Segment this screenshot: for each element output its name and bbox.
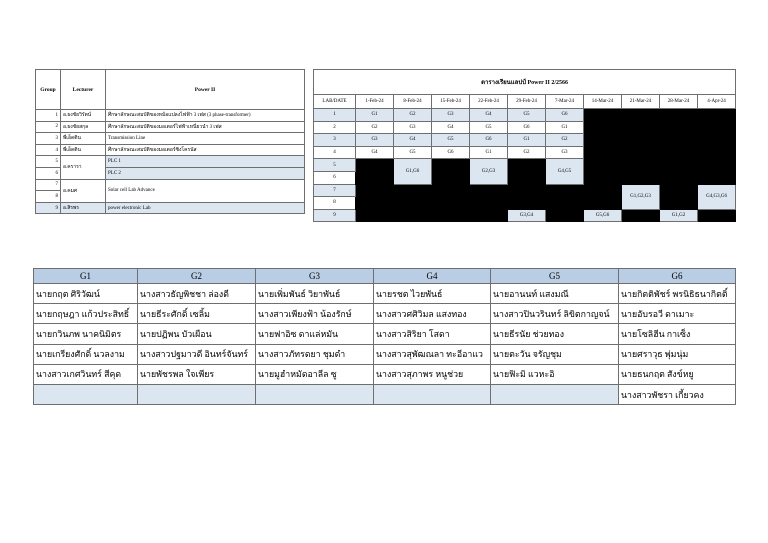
- lab-topic: ศึกษาลักษณะสมบัติของหม้อแปลงไฟฟ้า 3 เฟส (3 phase-transformer): [106, 110, 305, 122]
- schedule-cell: G4: [470, 109, 508, 122]
- date-header: 15-Feb-24: [432, 95, 470, 109]
- student-name: นายมูฮำหมัดอาลีล ซู: [256, 364, 374, 384]
- lab-number: 5: [314, 159, 356, 172]
- blocked-cell: [584, 134, 622, 147]
- schedule-cell: G4,G5: [546, 159, 584, 184]
- lab-number: 8: [314, 197, 356, 210]
- student-name: นางสาวศศิวิมล แสงทอง: [374, 304, 491, 324]
- schedule-cell: G3: [546, 146, 584, 159]
- blocked-cell: [356, 184, 394, 209]
- table-row: [36, 179, 305, 191]
- group-number: 5: [36, 156, 61, 168]
- blocked-cell: [660, 184, 698, 209]
- lab-topic: power electronic Lab: [106, 202, 305, 214]
- lab-date-corner: LAB/DATE: [314, 95, 356, 109]
- blocked-cell: [432, 209, 470, 222]
- student-name: นายศราวุธ พุ่มนุ่ม: [619, 344, 736, 364]
- student-name: นางสาวปฐมาวดี อินทร์จันทร์: [138, 344, 256, 364]
- student-name: นายรชต ไวยพันธ์: [374, 284, 491, 304]
- schedule-cell: G4: [394, 134, 432, 147]
- schedule-cell: G6: [508, 121, 546, 134]
- blocked-cell: [546, 209, 584, 222]
- group-number: 4: [36, 144, 61, 156]
- schedule-cell: G5: [470, 121, 508, 134]
- table-row: [34, 304, 736, 324]
- table-row: [36, 133, 305, 145]
- blocked-cell: [508, 184, 546, 209]
- group-header: G1: [34, 269, 138, 284]
- lecturer-name: อ.ธงชัยสกุล: [61, 121, 106, 133]
- power-header: Power II: [106, 70, 305, 110]
- lab-assignment-table: [35, 69, 305, 214]
- blocked-cell: [584, 146, 622, 159]
- schedule-cell: G3,G4: [508, 209, 546, 222]
- blocked-cell: [584, 109, 622, 122]
- blocked-cell: [660, 134, 698, 147]
- schedule-cell: G4: [356, 146, 394, 159]
- schedule-title-row: [314, 70, 736, 95]
- group-number: 9: [36, 202, 61, 214]
- schedule-title: ตารางเรียนแลปป์ Power II 2/2566: [314, 70, 736, 95]
- schedule-cell: G5,G6: [584, 209, 622, 222]
- schedule-cell: G5: [508, 109, 546, 122]
- table-row: [36, 144, 305, 156]
- student-name: นายตะวัน จรัญชุม: [491, 344, 619, 364]
- student-name: [374, 384, 491, 404]
- group-number: 7: [36, 179, 61, 191]
- lab-topic: ศึกษาลักษณะสมบัติของมอเตอร์ซิงโครนัส: [106, 144, 305, 156]
- lab-topic: Transmission Line: [106, 133, 305, 145]
- student-name: นางสาวปินวรินทร์ ลิขิตกาญจน์: [491, 304, 619, 324]
- student-name: [34, 384, 138, 404]
- blocked-cell: [508, 159, 546, 184]
- lab-number: 7: [314, 184, 356, 197]
- student-name: นายโซลิฮีน กาเซ็ง: [619, 324, 736, 344]
- date-header: 21-Mar-24: [622, 95, 660, 109]
- student-name: นางสาวธัญพิชชา ล่องดี: [138, 284, 256, 304]
- blocked-cell: [356, 209, 394, 222]
- table-row: [36, 202, 305, 214]
- schedule-cell: G6: [432, 146, 470, 159]
- date-header: 1-Feb-24: [356, 95, 394, 109]
- table-row: [36, 110, 305, 122]
- student-name: นางสาวพัชรา เกี้ยวคง: [619, 384, 736, 404]
- student-name: [138, 384, 256, 404]
- student-name: นายกฤษฎา แก้วประสิทธิ์: [34, 304, 138, 324]
- student-name: นายพัชรพล ใจเพียร: [138, 364, 256, 384]
- schedule-cell: G1: [356, 109, 394, 122]
- schedule-cell: G2: [356, 121, 394, 134]
- student-groups-table: [33, 268, 736, 405]
- group-header: G4: [374, 269, 491, 284]
- blocked-cell: [660, 159, 698, 184]
- student-name: นางสาวสิริยา โสดา: [374, 324, 491, 344]
- student-name: [256, 384, 374, 404]
- lab-topic: Solar cell Lab Advance: [106, 179, 305, 202]
- group-number: 1: [36, 110, 61, 122]
- schedule-cell: G1,G2,G3: [622, 184, 660, 209]
- schedule-cell: G1: [546, 121, 584, 134]
- student-name: นายกิตติพัชร์ พรนิธิธนากิตติ์: [619, 284, 736, 304]
- blocked-cell: [622, 121, 660, 134]
- blocked-cell: [698, 209, 736, 222]
- blocked-cell: [698, 134, 736, 147]
- schedule-cell: G5: [432, 134, 470, 147]
- student-name: นายฟิะมิ แวหะอิ: [491, 364, 619, 384]
- lecturer-name: อ.คมศ: [61, 179, 106, 202]
- student-name: นายอับรอวี ดาเมาะ: [619, 304, 736, 324]
- blocked-cell: [622, 209, 660, 222]
- date-header: 14-Mar-24: [584, 95, 622, 109]
- student-name: นายกฤต ศิริวัฒน์: [34, 284, 138, 304]
- table-row: [36, 121, 305, 133]
- date-header: 4-Apr-24: [698, 95, 736, 109]
- date-header: 7-Mar-24: [546, 95, 584, 109]
- blocked-cell: [698, 146, 736, 159]
- lab-topic: PLC 2: [106, 167, 305, 179]
- schedule-cell: G1,G2: [660, 209, 698, 222]
- schedule-cell: G2: [394, 109, 432, 122]
- student-name: [491, 384, 619, 404]
- table-row: [34, 344, 736, 364]
- blocked-cell: [660, 109, 698, 122]
- schedule-cell: G2: [546, 134, 584, 147]
- date-header: 8-Feb-24: [394, 95, 432, 109]
- table-row: [34, 324, 736, 344]
- blocked-cell: [356, 159, 394, 184]
- schedule-cell: G3: [394, 121, 432, 134]
- schedule-cell: G4,G3,G6: [698, 184, 736, 209]
- lab-number: 9: [314, 209, 356, 222]
- schedule-row: [314, 121, 736, 134]
- student-name: นางสาวสุภาพร หนูช่วย: [374, 364, 491, 384]
- lab-number: 3: [314, 134, 356, 147]
- schedule-table: [313, 69, 736, 222]
- schedule-row: [314, 109, 736, 122]
- group-number: 3: [36, 133, 61, 145]
- lab-number: 1: [314, 109, 356, 122]
- group-header: G2: [138, 269, 256, 284]
- group-number: 6: [36, 167, 61, 179]
- schedule-row: [314, 184, 736, 197]
- schedule-cell: G1: [508, 134, 546, 147]
- student-name: นายฟาอิซ ดาแล่หมัน: [256, 324, 374, 344]
- lecturer-name: พี่เอ็ดติน: [61, 133, 106, 145]
- blocked-cell: [584, 159, 622, 184]
- group-header: G3: [256, 269, 374, 284]
- date-header: 28-Mar-24: [660, 95, 698, 109]
- student-name: นายธนกฤต สังข์หยู: [619, 364, 736, 384]
- blocked-cell: [660, 146, 698, 159]
- table-row: [34, 364, 736, 384]
- blocked-cell: [470, 209, 508, 222]
- schedule-cell: G3: [432, 109, 470, 122]
- lab-number: 2: [314, 121, 356, 134]
- schedule-cell: G2,G3: [470, 159, 508, 184]
- schedule-date-row: [314, 95, 736, 109]
- group-header: G6: [619, 269, 736, 284]
- group-number: 2: [36, 121, 61, 133]
- blocked-cell: [584, 121, 622, 134]
- schedule-cell: G5: [394, 146, 432, 159]
- student-name: นายเกรียงศักดิ์ นวลงาม: [34, 344, 138, 364]
- date-header: 29-Feb-24: [508, 95, 546, 109]
- group-header: Group: [36, 70, 61, 110]
- blocked-cell: [432, 184, 470, 209]
- lecturer-name: อ.สิรพร: [61, 202, 106, 214]
- schedule-cell: G2: [508, 146, 546, 159]
- blocked-cell: [698, 159, 736, 184]
- schedule-row: [314, 209, 736, 222]
- blocked-cell: [394, 209, 432, 222]
- schedule-row: [314, 159, 736, 172]
- schedule-row: [314, 146, 736, 159]
- student-name: นางสาวภัทรดยา ชุมดำ: [256, 344, 374, 364]
- lecturer-name: อ.ครารา: [61, 156, 106, 179]
- student-name: นายกวินภพ นาคนิมิตร: [34, 324, 138, 344]
- group-number: 8: [36, 191, 61, 203]
- blocked-cell: [622, 134, 660, 147]
- blocked-cell: [546, 184, 584, 209]
- blocked-cell: [622, 146, 660, 159]
- lecturer-header: Lecturer: [61, 70, 106, 110]
- schedule-cell: G4: [432, 121, 470, 134]
- blocked-cell: [698, 109, 736, 122]
- lab-number: 4: [314, 146, 356, 159]
- schedule-row: [314, 134, 736, 147]
- student-name: นายปฏิพน บัวเผือน: [138, 324, 256, 344]
- schedule-cell: G6: [546, 109, 584, 122]
- blocked-cell: [584, 184, 622, 209]
- schedule-cell: G1: [470, 146, 508, 159]
- schedule-cell: G1,G6: [394, 159, 432, 184]
- left-table-header: [36, 70, 305, 110]
- blocked-cell: [470, 184, 508, 209]
- schedule-cell: G6: [470, 134, 508, 147]
- student-name: นางสาวเกศวินทร์ สีคุด: [34, 364, 138, 384]
- table-row: [36, 156, 305, 168]
- student-name: นายธีระศักดิ์ เซลิ้ม: [138, 304, 256, 324]
- groups-header-row: [34, 269, 736, 284]
- schedule-cell: G3: [356, 134, 394, 147]
- blocked-cell: [698, 121, 736, 134]
- lecturer-name: พี่เอ็ดติน: [61, 144, 106, 156]
- student-name: นางสาวเพียงฟ้า น้องรักษ์: [256, 304, 374, 324]
- lab-topic: PLC 1: [106, 156, 305, 168]
- blocked-cell: [622, 109, 660, 122]
- lecturer-name: อ.ธงชัยวิรัตน์: [61, 110, 106, 122]
- table-row: [34, 284, 736, 304]
- student-name: นางสาวสุพัฒณลา ทะอีอาแว: [374, 344, 491, 364]
- student-name: นายเพิ่มพันธ์ วิยาพันธ์: [256, 284, 374, 304]
- table-row: [34, 384, 736, 404]
- lab-number: 6: [314, 171, 356, 184]
- blocked-cell: [432, 159, 470, 184]
- date-header: 22-Feb-24: [470, 95, 508, 109]
- blocked-cell: [394, 184, 432, 209]
- group-header: G5: [491, 269, 619, 284]
- blocked-cell: [660, 121, 698, 134]
- blocked-cell: [622, 159, 660, 184]
- student-name: นายอานนท์ แสงมณี: [491, 284, 619, 304]
- student-name: นายธีรนัย ช่วยทอง: [491, 324, 619, 344]
- lab-topic: ศึกษาลักษณะสมบัติของมอเตอร์ไฟฟ้าเหนี่ยวนำ 3 เฟส: [106, 121, 305, 133]
